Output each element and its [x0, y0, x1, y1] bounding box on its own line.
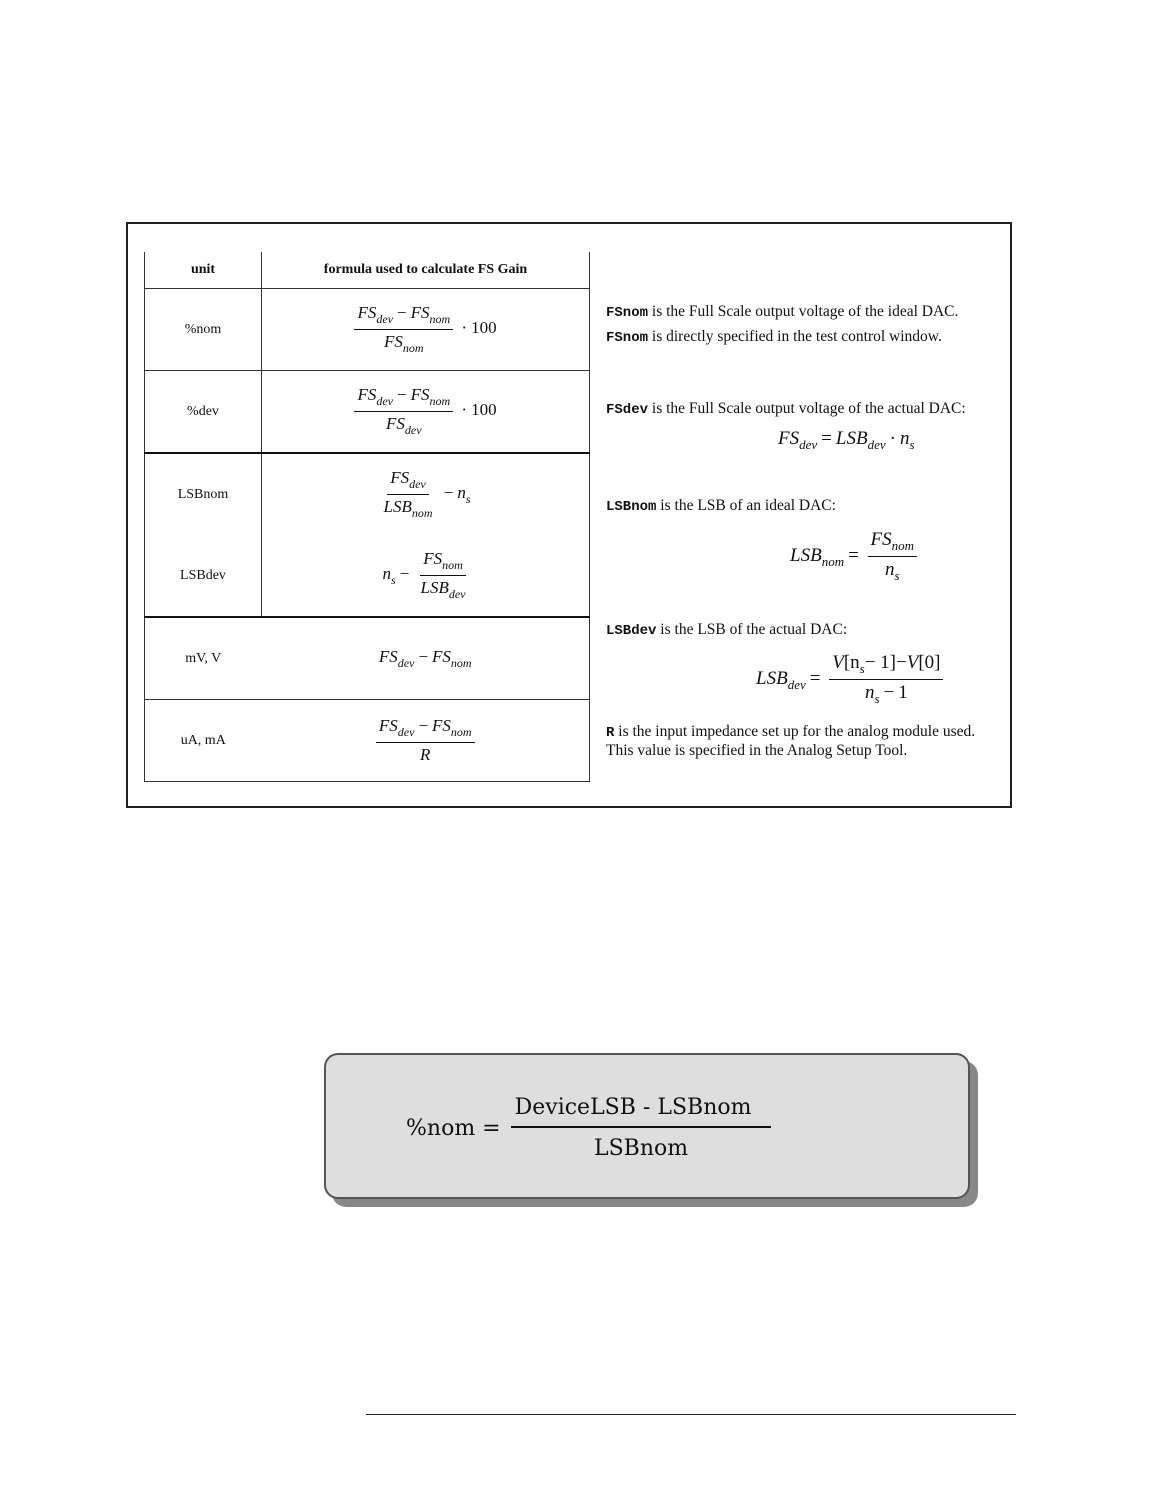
lsbnom-definition: LSBnom is the LSB of an ideal DAC:	[606, 497, 836, 515]
formula-pct-dev: $\frac{FS_{dev} - FS_{nom}}{FS_{dev}}$ · 100	[354, 400, 496, 419]
formula-cell	[262, 371, 590, 454]
table-row	[145, 453, 590, 535]
fs-gain-formula-table	[144, 252, 590, 782]
formula-cell	[262, 700, 590, 782]
pct-nom-equation	[406, 1095, 771, 1161]
formula-lsb-nom: $\frac{FS_{dev}}{LSB_{nom}}$ − $n_s$	[383, 468, 471, 520]
fsdev-definition: FSdev is the Full Scale output voltage of the actual DAC:	[606, 400, 966, 418]
table-header-row	[145, 252, 590, 289]
fsnom-specified-note: FSnom is directly specified in the test control window.	[606, 328, 942, 346]
unit-cell: uA, mA	[145, 700, 262, 782]
r-definition: R is the input impedance set up for the analog module used.	[606, 723, 976, 741]
unit-cell: LSBnom	[145, 453, 262, 535]
formula-cell	[262, 453, 590, 535]
fs-gain-figure	[126, 222, 1012, 808]
lsbdev-equation: $LSB_{dev}$ = $\frac{V[n_s- 1]-V[0]}{n_s - 1}$	[756, 652, 943, 707]
formula-cell	[262, 617, 590, 700]
formula-column-header: formula used to calculate FS Gain	[262, 252, 590, 289]
formula-lsb-dev: $n_s$ − $\frac{FS_{nom}}{LSB_{dev}}$	[382, 549, 466, 601]
table-row	[145, 617, 590, 700]
unit-cell: %nom	[145, 289, 262, 371]
unit-cell: %dev	[145, 371, 262, 454]
unit-column-header: unit	[145, 252, 262, 289]
equation-fraction	[511, 1095, 772, 1161]
lsbdev-definition: LSBdev is the LSB of the actual DAC:	[606, 621, 848, 639]
unit-cell: LSBdev	[145, 535, 262, 617]
formula-current: $\frac{FS_{dev} - FS_{nom}}{R}$	[376, 729, 475, 748]
formula-cell	[262, 289, 590, 371]
equation-numerator: DeviceLSB - LSBnom	[511, 1095, 772, 1128]
footer-rule	[366, 1414, 1016, 1415]
lsbnom-equation: $LSB_{nom}$ = $\frac{FS_{nom}}{n_s}$	[790, 529, 917, 584]
fsnom-definition: FSnom is the Full Scale output voltage of the ideal DAC.	[606, 303, 959, 321]
fsdev-equation: $FS_{dev} = LSB_{dev} \cdot n_s$	[778, 428, 915, 452]
equation-denominator: LSBnom	[593, 1136, 689, 1161]
formula-pct-nom: $\frac{FS_{dev} - FS_{nom}}{FS_{nom}}$ · 100	[354, 318, 496, 337]
table-row	[145, 700, 590, 782]
pct-nom-formula-box	[324, 1053, 970, 1199]
table-row	[145, 289, 590, 371]
formula-cell	[262, 535, 590, 617]
r-specified-note: This value is specified in the Analog Setup Tool.	[606, 742, 908, 759]
table-row	[145, 535, 590, 617]
unit-cell: mV, V	[145, 617, 262, 700]
formula-volt: $FS_{dev} - FS_{nom}$	[378, 646, 472, 670]
equation-lhs: %nom =	[406, 1115, 501, 1141]
table-row	[145, 371, 590, 454]
